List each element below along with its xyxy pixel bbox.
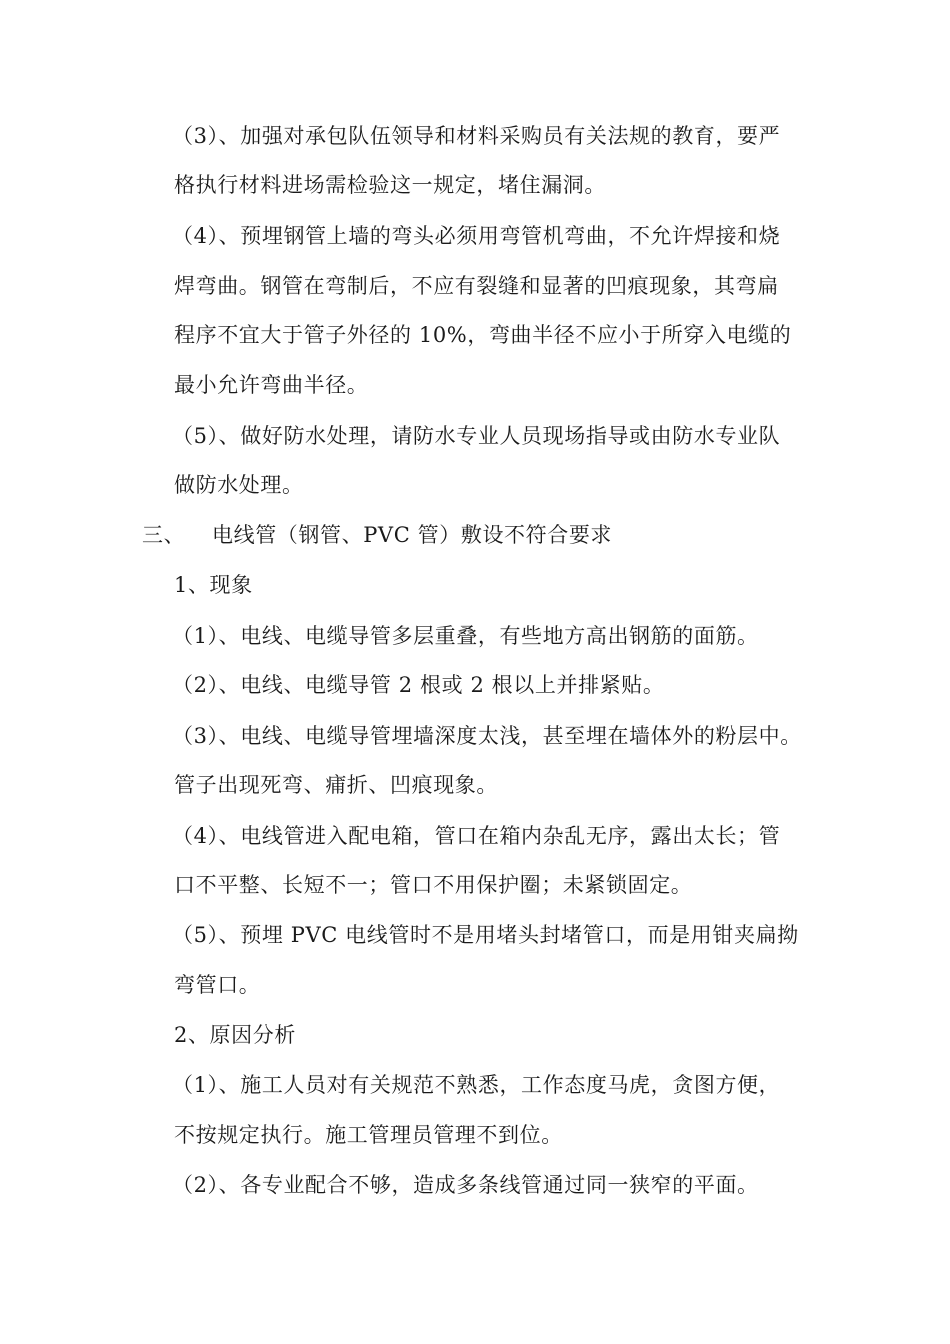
paragraph-line: （3）、电线、电缆导管埋墙深度太浅，甚至埋在墙体外的粉层中。 (172, 724, 802, 748)
paragraph-line: 不按规定执行。施工管理员管理不到位。 (174, 1123, 563, 1147)
paragraph-line: （3）、加强对承包队伍领导和材料采购员有关法规的教育，要严 (172, 124, 781, 148)
paragraph-line: 格执行材料进场需检验这一规定，堵住漏洞。 (174, 173, 606, 197)
subsection-heading: 1、现象 (174, 573, 253, 597)
section-number: 三、 (142, 523, 186, 547)
paragraph-line: 弯管口。 (174, 973, 261, 997)
paragraph-line: 做防水处理。 (174, 473, 304, 497)
paragraph-line: 管子出现死弯、痡折、凹痕现象。 (174, 773, 498, 797)
section-title: 电线管（钢管、PVC 管）敷设不符合要求 (212, 523, 613, 547)
paragraph-line: 程序不宜大于管子外径的 10%，弯曲半径不应小于所穿入电缆的 (174, 323, 792, 347)
paragraph-line: 最小允许弯曲半径。 (174, 373, 369, 397)
paragraph-line: （1）、施工人员对有关规范不熟悉，工作态度马虎，贪图方便， (172, 1073, 781, 1097)
paragraph-line: 焊弯曲。钢管在弯制后，不应有裂缝和显著的凹痕现象，其弯扁 (174, 274, 779, 298)
section-heading (142, 520, 612, 550)
subsection-heading: 2、原因分析 (174, 1023, 296, 1047)
paragraph-line: （2）、电线、电缆导管 2 根或 2 根以上并排紧贴。 (172, 673, 665, 697)
paragraph-line: （4）、预埋钢管上墙的弯头必须用弯管机弯曲，不允许焊接和烧 (172, 224, 781, 248)
paragraph-line: （5）、做好防水处理，请防水专业人员现场指导或由防水专业队 (172, 424, 781, 448)
paragraph-line: （5）、预埋 PVC 电线管时不是用堵头封堵管口，而是用钳夹扁拗 (172, 923, 799, 947)
paragraph-line: （1）、电线、电缆导管多层重叠，有些地方高出钢筋的面筋。 (172, 624, 759, 648)
paragraph-line: （2）、各专业配合不够，造成多条线管通过同一狭窄的平面。 (172, 1173, 759, 1197)
paragraph-line: 口不平整、长短不一；管口不用保护圈；未紧锁固定。 (174, 873, 693, 897)
paragraph-line: （4）、电线管进入配电箱，管口在箱内杂乱无序，露出太长；管 (172, 824, 781, 848)
